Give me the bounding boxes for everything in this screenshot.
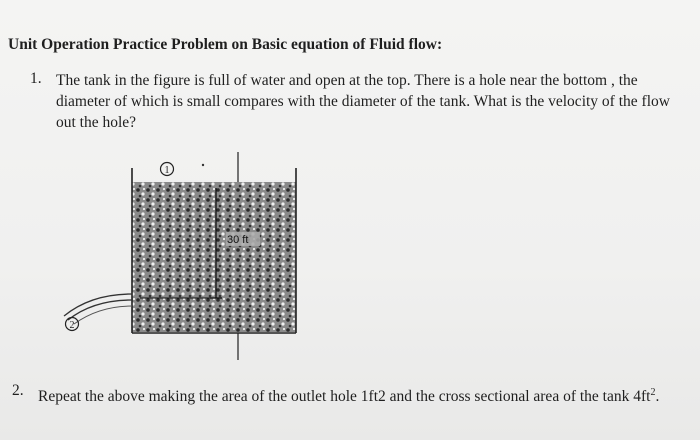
- question-2-superscript: 2: [650, 387, 656, 398]
- point-2-label: 2: [69, 320, 75, 331]
- question-2-number: 2.: [12, 382, 24, 399]
- point-1-label: 1: [164, 165, 170, 176]
- question-2-text: [38, 382, 688, 407]
- question-2-body: Repeat the above making the area of the outlet hole 1ft2 and the cross sectional area of the tank 4ft: [38, 388, 651, 406]
- question-1-text: The tank in the figure is full of water and open at the top. There is a hole near the bottom , the diameter of which is small compares with the diameter of the tank. What is the velocity of the flow out the hole?: [56, 72, 670, 131]
- page-title: Unit Operation Practice Problem on Basic equation of Fluid flow:: [8, 36, 443, 53]
- question-1-number: 1.: [30, 70, 42, 87]
- water-fill: [132, 182, 296, 332]
- tank-figure: [56, 148, 306, 363]
- height-label: 30 ft: [227, 234, 249, 246]
- question-2-ending: .: [655, 388, 660, 406]
